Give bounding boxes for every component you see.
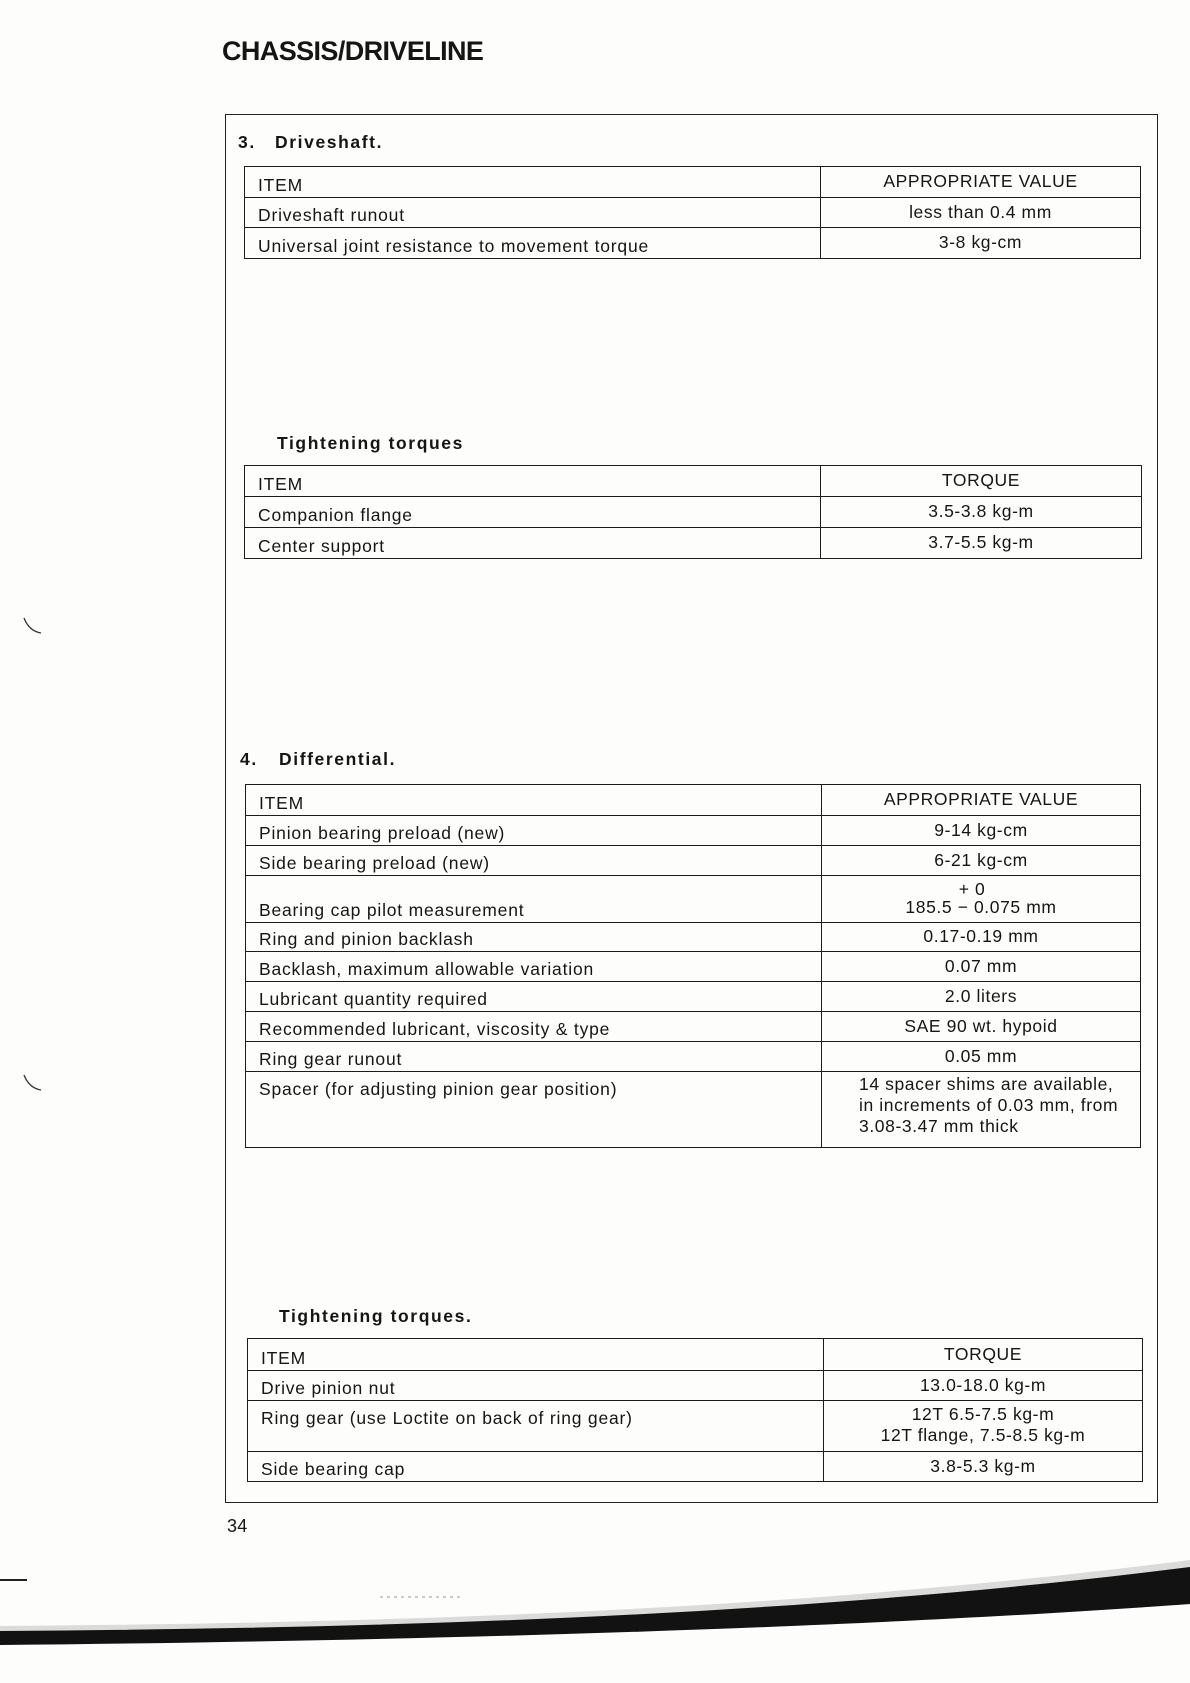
table-row <box>246 1072 1140 1147</box>
punch-hole-mark <box>18 1069 48 1095</box>
item-cell: Spacer (for adjusting pinion gear position) <box>246 1072 822 1147</box>
header-value-cell: APPROPRIATE VALUE <box>883 789 1079 809</box>
table-row <box>246 952 1140 982</box>
driveshaft-torque-table <box>244 465 1142 559</box>
value-line: 12T 6.5-7.5 kg-m <box>911 1404 1055 1424</box>
item-cell: Ring and pinion backlash <box>246 923 822 951</box>
header-item-cell: ITEM <box>248 1339 824 1370</box>
item-cell: Bearing cap pilot measurement <box>246 876 822 922</box>
table-row <box>245 528 1141 558</box>
item-cell: Universal joint resistance to movement torque <box>245 228 821 258</box>
value-cell: 3.8-5.3 kg-m <box>930 1455 1036 1476</box>
item-cell: Ring gear (use Loctite on back of ring gear) <box>248 1401 824 1451</box>
value-line: 12T flange, 7.5-8.5 kg-m <box>880 1425 1086 1445</box>
subheading-driveshaft-torques: Tightening torques <box>277 433 464 453</box>
table-row <box>246 1042 1140 1072</box>
item-cell: Driveshaft runout <box>245 198 821 227</box>
item-cell: Companion flange <box>245 497 821 527</box>
value-cell: 0.17-0.19 mm <box>923 926 1039 946</box>
driveshaft-spec-table <box>244 166 1141 259</box>
table-row <box>248 1452 1142 1481</box>
value-cell: 2.0 liters <box>944 985 1018 1006</box>
table-row <box>248 1401 1142 1452</box>
header-value-cell: TORQUE <box>941 470 1021 490</box>
item-cell: Pinion bearing preload (new) <box>246 816 822 845</box>
item-cell: Lubricant quantity required <box>246 982 822 1011</box>
value-cell <box>822 1072 1140 1147</box>
page-title: CHASSIS/DRIVELINE <box>222 36 484 66</box>
value-line: 14 spacer shims are available, <box>859 1074 1114 1094</box>
subheading-differential-torques: Tightening torques. <box>279 1306 473 1326</box>
item-cell: Side bearing cap <box>248 1452 824 1481</box>
punch-hole-mark <box>18 612 48 638</box>
value-line: 3.08-3.47 mm thick <box>859 1116 1019 1136</box>
table-row <box>246 1012 1140 1042</box>
table-row <box>245 228 1140 258</box>
section-heading-differential: Differential. <box>279 749 397 769</box>
section-heading-driveshaft: Driveshaft. <box>275 132 384 152</box>
value-cell: less than 0.4 mm <box>909 201 1052 222</box>
table-row <box>245 497 1141 528</box>
value-cell: 3-8 kg-cm <box>938 232 1023 252</box>
table-row <box>246 846 1140 876</box>
value-cell: 0.05 mm <box>944 1045 1018 1066</box>
item-cell: Side bearing preload (new) <box>246 846 822 875</box>
value-cell: 3.5-3.8 kg-m <box>928 501 1034 521</box>
table-row <box>245 198 1140 228</box>
value-cell: 6-21 kg-cm <box>934 849 1028 870</box>
table-header-row <box>248 1339 1142 1371</box>
header-item-cell: ITEM <box>245 167 821 197</box>
tolerance-nominal: 185.5 − 0.075 mm <box>905 897 1057 917</box>
value-cell: SAE 90 wt. hypoid <box>904 1015 1058 1036</box>
value-cell: 13.0-18.0 kg-m <box>919 1374 1047 1395</box>
table-header-row <box>245 466 1141 497</box>
differential-spec-table <box>245 784 1141 1148</box>
page-number: 34 <box>227 1516 248 1536</box>
scan-edge-shadow <box>0 1540 1190 1683</box>
value-cell: 0.07 mm <box>944 955 1018 976</box>
table-row <box>246 982 1140 1012</box>
table-header-row <box>245 167 1140 198</box>
value-cell: 3.7-5.5 kg-m <box>928 532 1034 552</box>
header-value-cell: APPROPRIATE VALUE <box>883 171 1078 191</box>
item-cell: Drive pinion nut <box>248 1371 824 1400</box>
table-row <box>246 876 1140 923</box>
item-cell: Ring gear runout <box>246 1042 822 1071</box>
value-cell <box>822 876 1140 922</box>
item-cell: Backlash, maximum allowable variation <box>246 952 822 981</box>
value-line: in increments of 0.03 mm, from <box>859 1095 1119 1115</box>
header-item-cell: ITEM <box>246 785 822 815</box>
item-cell: Recommended lubricant, viscosity & type <box>246 1012 822 1041</box>
header-value-cell: TORQUE <box>943 1343 1023 1364</box>
value-cell: 9-14 kg-cm <box>934 819 1028 840</box>
differential-torque-table <box>247 1338 1143 1482</box>
section-number-driveshaft: 3. <box>238 132 256 152</box>
item-cell: Center support <box>245 528 821 558</box>
table-header-row <box>246 785 1140 816</box>
section-number-differential: 4. <box>240 749 258 769</box>
header-item-cell: ITEM <box>245 466 821 496</box>
table-row <box>246 816 1140 846</box>
table-row <box>246 923 1140 952</box>
value-cell <box>824 1401 1142 1451</box>
table-row <box>248 1371 1142 1401</box>
tolerance-upper: + 0 <box>958 879 986 899</box>
